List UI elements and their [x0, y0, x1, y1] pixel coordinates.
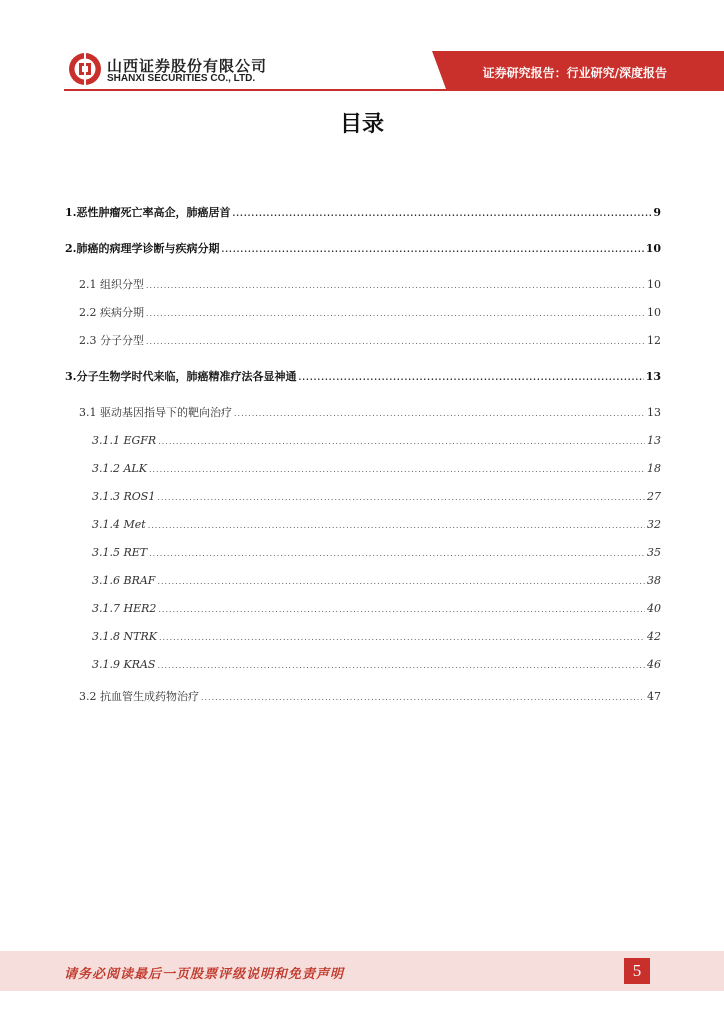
toc-dot-leader: [234, 406, 645, 422]
toc-dot-leader: [159, 630, 645, 646]
toc-entry-label: 3.1.8 NTRK: [92, 630, 157, 643]
toc-dot-leader: [146, 334, 645, 350]
toc-entry-page: 42: [647, 630, 661, 643]
toc-entry[interactable]: [92, 517, 661, 533]
page-number: 5: [624, 958, 650, 984]
toc-entry[interactable]: [65, 369, 661, 385]
toc-dot-leader: [298, 369, 643, 385]
header-divider: [64, 89, 724, 91]
toc-entry-page: 10: [645, 242, 661, 255]
footer-disclaimer: 请务必阅读最后一页股票评级说明和免责声明: [64, 967, 345, 982]
toc-entry-page: 13: [647, 434, 661, 447]
shanxi-securities-logo: [68, 52, 102, 86]
toc-entry-page: 18: [647, 462, 661, 475]
toc-entry-label: 3.1.2 ALK: [92, 462, 147, 475]
toc-entry-page: 38: [647, 574, 661, 587]
toc-entry-page: 10: [647, 278, 661, 291]
toc-entry[interactable]: [92, 573, 661, 589]
toc-entry-page: 9: [653, 206, 661, 219]
toc-entry-label: 3.1 驱动基因指导下的靶向治疗: [79, 406, 232, 419]
toc-entry-label: 2.肺癌的病理学诊断与疾病分期: [65, 242, 220, 255]
company-name-cn: 山西证券股份有限公司: [107, 57, 268, 75]
toc-entry-label: 3.1.3 ROS1: [92, 490, 156, 503]
report-type-label: 证券研究报告：行业研究/深度报告: [482, 66, 667, 80]
toc-dot-leader: [221, 241, 643, 257]
toc-entry-label: 3.1.7 HER2: [92, 602, 157, 615]
toc-title: 目录: [339, 112, 384, 137]
toc-dot-leader: [157, 658, 645, 674]
toc-entry-label: 2.2 疾病分期: [79, 306, 144, 319]
toc-entry-label: 2.3 分子分型: [79, 334, 144, 347]
toc-entry-label: 3.1.4 Met: [92, 518, 146, 531]
toc-dot-leader: [201, 690, 645, 706]
toc-entry-label: 3.1.6 BRAF: [92, 574, 156, 587]
toc-entry[interactable]: [65, 241, 661, 257]
toc-dot-leader: [158, 602, 645, 618]
toc-entry[interactable]: [79, 405, 661, 421]
toc-entry-label: 1.恶性肿瘤死亡率高企，肺癌居首: [65, 206, 231, 219]
toc-dot-leader: [146, 278, 645, 294]
toc-entry[interactable]: [92, 433, 661, 449]
toc-entry-page: 35: [647, 546, 661, 559]
toc-entry[interactable]: [79, 689, 661, 705]
toc-dot-leader: [149, 546, 645, 562]
toc-entry-label: 2.1 组织分型: [79, 278, 144, 291]
toc-entry-page: 47: [647, 690, 661, 703]
toc-entry-page: 46: [647, 658, 661, 671]
toc-entry[interactable]: [92, 601, 661, 617]
toc-entry-page: 40: [647, 602, 661, 615]
toc-entry[interactable]: [65, 205, 661, 221]
toc-entry[interactable]: [92, 545, 661, 561]
toc-entry-page: 32: [647, 518, 661, 531]
toc-entry[interactable]: [79, 277, 661, 293]
toc-entry-label: 3.1.1 EGFR: [92, 434, 157, 447]
toc-entry[interactable]: [79, 305, 661, 321]
toc-entry[interactable]: [79, 333, 661, 349]
toc-entry-page: 13: [645, 370, 661, 383]
toc-dot-leader: [157, 574, 645, 590]
toc-entry-label: 3.1.5 RET: [92, 546, 148, 559]
toc-dot-leader: [158, 434, 645, 450]
toc-dot-leader: [149, 462, 645, 478]
toc-entry-page: 10: [647, 306, 661, 319]
toc-entry[interactable]: [92, 629, 661, 645]
toc-dot-leader: [232, 205, 651, 221]
toc-entry[interactable]: [92, 489, 661, 505]
toc-entry-label: 3.1.9 KRAS: [92, 658, 156, 671]
toc-entry-page: 27: [647, 490, 661, 503]
toc-entry-label: 3.2 抗血管生成药物治疗: [79, 690, 199, 703]
toc-dot-leader: [148, 518, 645, 534]
company-name-en: SHANXI SECURITIES CO., LTD.: [107, 73, 256, 84]
page-header: [0, 0, 724, 96]
toc-entry-page: 12: [647, 334, 661, 347]
toc-dot-leader: [157, 490, 645, 506]
toc-entry-page: 13: [647, 406, 661, 419]
toc-entry[interactable]: [92, 657, 661, 673]
toc-entry-label: 3.分子生物学时代来临，肺癌精准疗法各显神通: [65, 370, 297, 383]
toc-entry[interactable]: [92, 461, 661, 477]
toc-dot-leader: [146, 306, 645, 322]
